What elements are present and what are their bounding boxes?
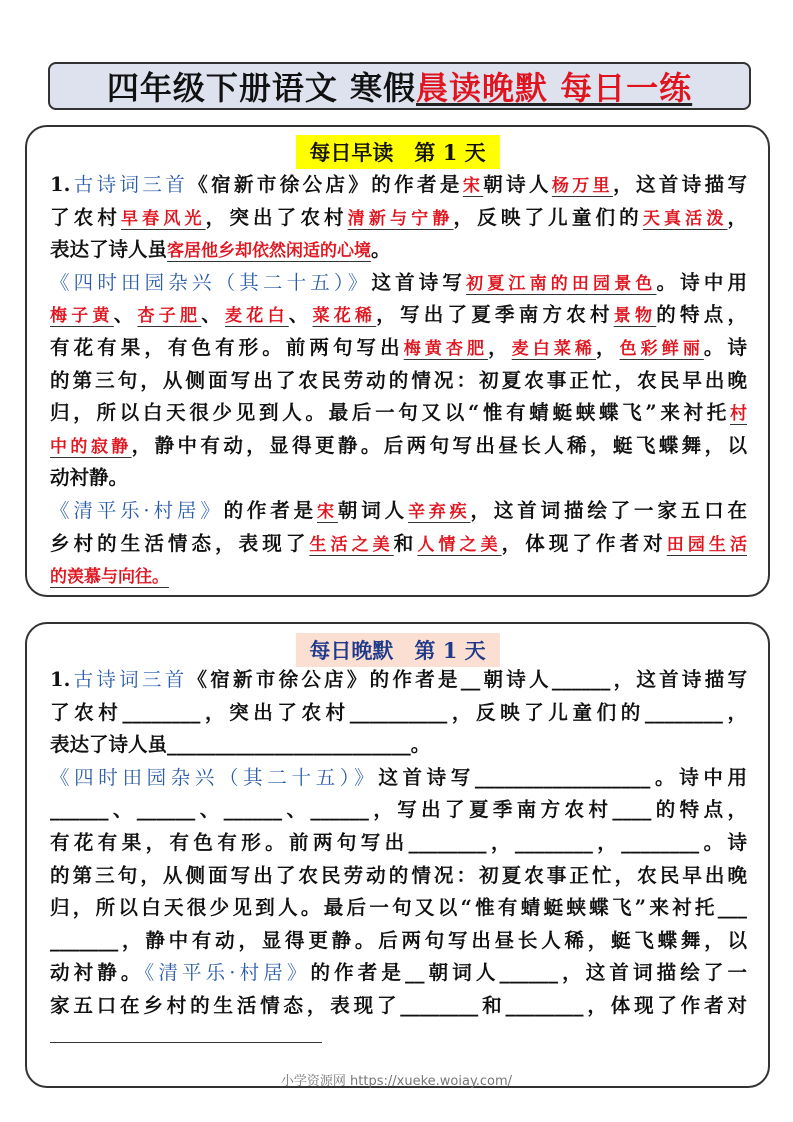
- body-text: 和: [393, 531, 418, 555]
- body-text: 的特点，: [656, 303, 747, 327]
- body-text: ，: [488, 335, 512, 359]
- answer-text: 的羡慕与向往。: [50, 567, 169, 588]
- answer-text: 梅黄杏肥: [403, 338, 489, 359]
- body-text: 表达了诗人虽: [50, 238, 168, 262]
- body-text: 。: [371, 238, 391, 262]
- answer-text: 清新与宁静: [347, 208, 454, 229]
- body-text: 、: [113, 303, 138, 327]
- answer-text: 田园生活: [666, 534, 747, 555]
- body-text: 的第三句，从侧面写出了农民劳动的情况：初夏农事正忙，农民早出晚: [50, 368, 747, 392]
- morning-reading-card: [25, 125, 770, 597]
- page-title: [48, 62, 751, 110]
- text-line: [50, 729, 747, 762]
- text-line: [50, 234, 747, 267]
- evening-text: [50, 664, 747, 1023]
- answer-text: 辛弃疾: [407, 501, 471, 522]
- text-line: [50, 462, 747, 495]
- body-text: _______，静中有动，显得更静。后两句写出昼长人稀，蜓飞蝶舞，以: [50, 928, 747, 952]
- body-text: 朝词人: [337, 498, 408, 522]
- body-text: 了农村________，突出了农村__________，反映了儿童们的________，: [50, 700, 747, 724]
- poem-title: 《清平乐·村居》: [144, 961, 311, 985]
- text-line: [50, 528, 747, 561]
- morning-text: [50, 169, 747, 593]
- answer-text: 宋: [317, 501, 338, 522]
- body-text: 家五口在乡村的生活情态，表现了________和________，体现了作者对: [50, 993, 747, 1017]
- answer-text: 杏子肥: [137, 306, 202, 327]
- body-text: 1.: [50, 173, 71, 196]
- body-text: 了农村: [50, 205, 121, 229]
- body-text: ，静中有动，显得更静。后两句写出昼长人稀，蜓飞蝶舞，以: [131, 433, 747, 457]
- answer-text: 宋: [462, 176, 484, 196]
- text-line: [50, 365, 747, 398]
- text-line: [50, 664, 747, 697]
- answer-text: 中的寂静: [50, 436, 132, 457]
- body-text: 有花有果，有色有形。前两句写出: [50, 335, 404, 359]
- answer-text: 色彩鲜丽: [619, 338, 704, 359]
- answer-text: 麦花白: [225, 306, 289, 327]
- answer-text: 杨万里: [551, 176, 614, 196]
- body-text: 的第三句，从侧面写出了农民劳动的情况：初夏农事正忙，农民早出晚: [50, 863, 747, 887]
- text-line: [50, 925, 747, 958]
- body-text: 乡村的生活情态，表现了: [50, 531, 310, 555]
- answer-text: 梅子黄: [50, 306, 114, 327]
- answer-text: 客居他乡却依然闲适的心境: [167, 241, 372, 262]
- answer-text: 天真活泼: [642, 208, 728, 229]
- text-line: [50, 697, 747, 730]
- body-text: 、: [288, 303, 313, 327]
- text-line: [50, 332, 747, 365]
- body-text: ，: [595, 335, 620, 359]
- body-text: 归，所以白天很少见到人。最后一句又以“惟有蜻蜓蛱蝶飞”来衬托___: [50, 896, 747, 920]
- text-line: [50, 430, 747, 463]
- body-text: ______、______、______、______，写出了夏季南方农村____的特点，: [50, 798, 747, 822]
- body-text: ，写出了夏季南方农村: [376, 303, 614, 327]
- answer-text: 生活之美: [309, 534, 394, 555]
- body-text: ，: [727, 205, 748, 229]
- body-text: 归，所以白天很少见到人。最后一句又以“惟有蜻蜓蛱蝶飞”来衬托: [50, 401, 730, 425]
- body-text: ，体现了作者对: [501, 531, 667, 555]
- answer-text: 早春风光: [121, 208, 206, 229]
- poem-title: 古诗词三首: [70, 173, 189, 196]
- body-text: 动衬静。: [50, 961, 145, 985]
- answer-text: 菜花稀: [312, 306, 377, 327]
- body-text: 朝诗人: [483, 173, 552, 196]
- text-line: [50, 827, 747, 860]
- text-line: [50, 762, 747, 795]
- answer-text: 村: [730, 404, 747, 425]
- body-text: 、: [201, 303, 225, 327]
- body-text: 有花有果，有色有形。前两句写出________，________，________。诗: [50, 830, 747, 854]
- text-line: [50, 794, 747, 827]
- title-black: 四年级下册语文 寒假: [106, 69, 416, 107]
- morning-header: 每日早读 第 1 天: [295, 135, 499, 169]
- answer-text: 初夏江南的田园景色: [466, 273, 657, 294]
- title-red: 晨读晚默 每日一练: [416, 69, 693, 107]
- footer-watermark: 小学资源网 https://xueke.woiay.com/: [280, 1074, 513, 1089]
- text-line: [50, 267, 747, 300]
- answer-text: 景物: [613, 306, 657, 327]
- body-text: ，突出了农村: [205, 205, 348, 229]
- poem-title: 《四时田园杂兴（其二十五）》: [50, 765, 379, 789]
- text-line: [50, 299, 747, 332]
- body-text: 的作者是: [223, 498, 318, 522]
- text-line: [50, 202, 747, 235]
- text-line: [50, 560, 747, 593]
- evening-dictation-card: [25, 622, 770, 1088]
- answer-text: 人情之美: [417, 534, 502, 555]
- evening-header: 每日晚默 第 1 天: [295, 633, 499, 667]
- body-text: 表达了诗人虽_________________________。: [50, 733, 431, 757]
- answer-text: 麦白菜稀: [511, 338, 596, 359]
- body-text: 的作者是__朝词人______，这首词描绘了一: [310, 961, 747, 985]
- poem-title: 《四时田园杂兴（其二十五）》: [50, 270, 372, 294]
- text-line: [50, 990, 747, 1023]
- text-line: [50, 397, 747, 430]
- body-text: ，反映了儿童们的: [453, 205, 643, 229]
- text-line: [50, 169, 747, 202]
- body-text: 。诗: [703, 335, 747, 359]
- body-text: 《宿新市徐公店》的作者是__朝诗人______，这首诗描写: [187, 668, 747, 691]
- body-text: ，这首诗描写: [613, 173, 747, 196]
- body-text: 这首诗写__________________。诗中用: [378, 765, 747, 789]
- body-text: 1.: [50, 668, 71, 691]
- poem-title: 古诗词三首: [70, 668, 188, 691]
- body-text: 《宿新市徐公店》的作者是: [188, 173, 463, 196]
- text-line: [50, 860, 747, 893]
- text-line: [50, 495, 747, 528]
- answer-blank-line[interactable]: [50, 1042, 322, 1043]
- body-text: 这首诗写: [371, 270, 467, 294]
- text-line: [50, 957, 747, 990]
- body-text: 。诗中用: [656, 270, 747, 294]
- text-line: [50, 892, 747, 925]
- body-text: 动衬静。: [50, 466, 129, 490]
- body-text: ，这首词描绘了一家五口在: [470, 498, 747, 522]
- poem-title: 《清平乐·村居》: [50, 498, 224, 522]
